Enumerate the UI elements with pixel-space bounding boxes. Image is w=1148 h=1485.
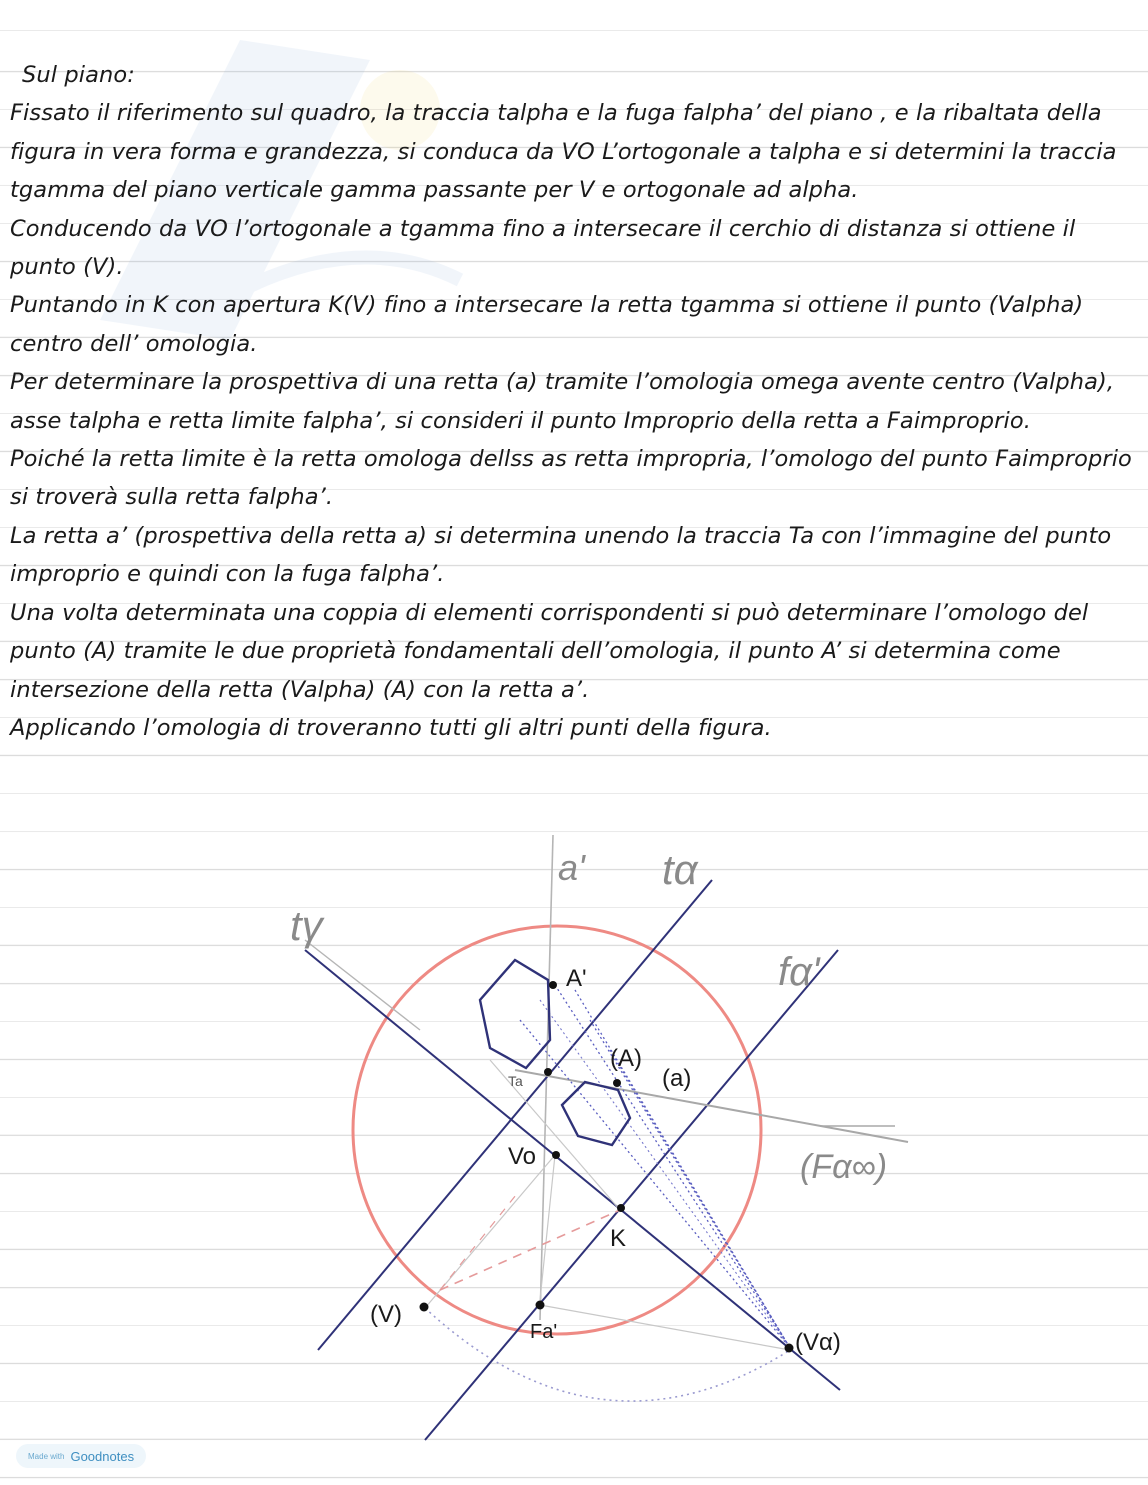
label-valpha: (Vα) xyxy=(795,1329,841,1356)
hand-f-alpha: fα' xyxy=(778,950,820,994)
label-a-line: (a) xyxy=(662,1065,692,1092)
notes-title: Sul piano: xyxy=(22,62,135,88)
paragraph-6: La retta a’ (prospettiva della retta a) si determina unendo la traccia Ta con l’immagine del punto improprio e quindi con la fuga falpha’. xyxy=(10,522,1112,588)
point-a-prime xyxy=(549,981,557,989)
t-gamma-faint xyxy=(305,940,420,1030)
hand-a-prime: a' xyxy=(558,847,585,888)
dotted-arc xyxy=(425,1308,790,1401)
label-ta: Ta xyxy=(508,1073,523,1089)
construction-line-2 xyxy=(540,1305,790,1350)
label-fa: Fa' xyxy=(530,1321,558,1343)
dashed-red-line-2 xyxy=(440,1190,520,1290)
point-valpha xyxy=(785,1344,794,1353)
point-ta xyxy=(544,1068,552,1076)
paragraph-1: Fissato il riferimento sul quadro, la traccia talpha e la fuga falpha’ del piano , e la ribaltata della figura in vera forma e grandezza, si conduca da VO L’ortogonale a talpha e si determini la traccia tgamma del piano verticale gamma passante per V e ortogonale ad alpha. xyxy=(10,100,1117,204)
made-with-text: Made with xyxy=(28,1451,65,1461)
hexagon-original xyxy=(562,1082,630,1145)
hand-t-gamma: tγ xyxy=(290,902,323,949)
paragraph-5: Poiché la retta limite è la retta omologa dellss as retta impropria, l’omologo del punto Faimproprio si troverà sulla retta falpha’. xyxy=(10,446,1132,511)
dashed-red-line xyxy=(440,1210,620,1290)
paragraph-2: Conducendo da VO l’ortogonale a tgamma fino a intersecare il cerchio di distanza si ottiene il punto (V). xyxy=(10,215,1076,281)
label-k: K xyxy=(610,1225,627,1252)
f-alpha-prime-line xyxy=(425,950,838,1440)
goodnotes-badge xyxy=(16,1444,146,1468)
point-k xyxy=(617,1204,625,1212)
dotted-ray-1 xyxy=(555,985,790,1348)
a-line xyxy=(515,1070,908,1142)
notes-text xyxy=(10,56,1140,747)
paragraph-7: Una volta determinata una coppia di elementi corrispondenti si può determinare l’omologo del punto (A) tramite le due proprietà fondamentali dell’omologia, il punto A’ si determina come intersezione della retta (Valpha) (A) con la retta a’. xyxy=(10,599,1089,703)
dotted-ray-5 xyxy=(610,1050,790,1348)
t-alpha-line xyxy=(318,880,712,1350)
label-vo: Vo xyxy=(508,1143,537,1170)
hand-f-alpha-inf: (Fα∞) xyxy=(800,1148,888,1186)
label-a-point: (A) xyxy=(610,1045,642,1072)
brand-text: Goodnotes xyxy=(70,1448,135,1464)
point-vo xyxy=(552,1151,560,1159)
paragraph-8: Applicando l’omologia di troveranno tutti gli altri punti della figura. xyxy=(10,714,772,741)
point-v xyxy=(420,1303,429,1312)
point-fa xyxy=(536,1301,545,1310)
point-a xyxy=(613,1079,621,1087)
homology-diagram xyxy=(0,820,1148,1450)
paragraph-4: Per determinare la prospettiva di una retta (a) tramite l’omologia omega avente centro (Valpha), asse talpha e retta limite falpha’, si consideri il punto Improprio della retta a Faimproprio. xyxy=(10,369,1115,434)
label-v: (V) xyxy=(370,1301,402,1328)
hexagon-prime xyxy=(480,960,550,1068)
label-a-prime: A' xyxy=(566,965,587,992)
paragraph-3: Puntando in K con apertura K(V) fino a intersecare la retta tgamma si ottiene il punto (Valpha) centro dell’ omologia. xyxy=(10,292,1084,357)
hand-t-alpha: tα xyxy=(662,846,698,893)
dotted-ray-4 xyxy=(520,1020,790,1348)
distance-circle xyxy=(353,926,761,1334)
